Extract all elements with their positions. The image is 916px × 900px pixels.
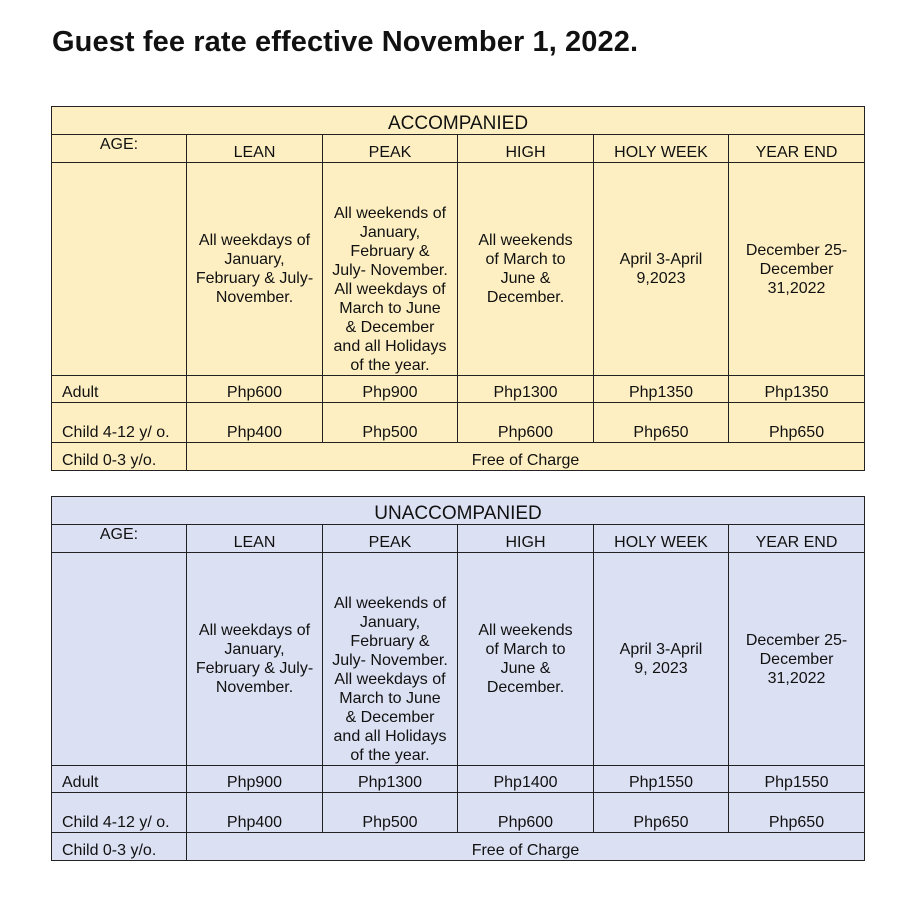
- price-cell: Php600: [187, 376, 323, 403]
- description-year-end: [729, 163, 865, 376]
- price-cell: Php400: [187, 793, 323, 833]
- age-header: AGE:: [52, 135, 187, 163]
- description-holy-week: [594, 553, 729, 766]
- price-cell: Php600: [458, 793, 594, 833]
- description-high: [458, 163, 594, 376]
- row-label-infant: Child 0-3 y/o.: [52, 443, 187, 471]
- description-text: All weekends of January, February & July- November. All weekdays of March to June & December and all Holidays of the year.: [332, 595, 448, 764]
- column-header-peak: PEAK: [323, 135, 458, 163]
- description-text: December 25- December 31,2022: [745, 631, 848, 687]
- column-header-holy-week: HOLY WEEK: [594, 135, 729, 163]
- description-text: April 3-April 9, 2023: [619, 641, 703, 677]
- table-banner: UNACCOMPANIED: [52, 497, 865, 525]
- description-empty: [52, 553, 187, 766]
- price-cell: Php600: [458, 403, 594, 443]
- price-cell: Php1350: [729, 376, 865, 403]
- price-cell: Php900: [187, 766, 323, 793]
- price-cell: Php1550: [594, 766, 729, 793]
- unaccompanied-fee-table: [51, 496, 865, 861]
- column-header-year-end: YEAR END: [729, 135, 865, 163]
- row-label-infant: Child 0-3 y/o.: [52, 833, 187, 861]
- price-cell: Php650: [594, 403, 729, 443]
- page-title: Guest fee rate effective November 1, 2022.: [52, 26, 639, 58]
- column-header-high: HIGH: [458, 525, 594, 553]
- price-cell: Php1300: [323, 766, 458, 793]
- row-label-child: Child 4-12 y/ o.: [52, 403, 187, 443]
- description-text: All weekends of January, February & July- November. All weekdays of March to June & December and all Holidays of the year.: [332, 205, 448, 374]
- price-cell: Php500: [323, 403, 458, 443]
- price-cell: Php400: [187, 403, 323, 443]
- description-year-end: [729, 553, 865, 766]
- description-lean: [187, 553, 323, 766]
- row-label-adult: Adult: [52, 766, 187, 793]
- description-peak: [323, 553, 458, 766]
- price-cell: Php1300: [458, 376, 594, 403]
- price-cell: Php1550: [729, 766, 865, 793]
- price-cell: Php650: [729, 793, 865, 833]
- description-holy-week: [594, 163, 729, 376]
- price-cell: Php1350: [594, 376, 729, 403]
- description-text: All weekdays of January, February & July- November.: [195, 232, 314, 306]
- price-cell: Php900: [323, 376, 458, 403]
- column-header-holy-week: HOLY WEEK: [594, 525, 729, 553]
- description-lean: [187, 163, 323, 376]
- price-cell: Php500: [323, 793, 458, 833]
- description-text: All weekends of March to June & December.: [478, 232, 573, 306]
- free-of-charge-cell: Free of Charge: [187, 833, 865, 861]
- description-text: December 25- December 31,2022: [745, 241, 848, 297]
- price-cell: Php650: [729, 403, 865, 443]
- table-banner: ACCOMPANIED: [52, 107, 865, 135]
- age-header: AGE:: [52, 525, 187, 553]
- description-text: All weekdays of January, February & July- November.: [195, 622, 314, 696]
- column-header-lean: LEAN: [187, 135, 323, 163]
- price-cell: Php1400: [458, 766, 594, 793]
- free-of-charge-cell: Free of Charge: [187, 443, 865, 471]
- column-header-lean: LEAN: [187, 525, 323, 553]
- row-label-child: Child 4-12 y/ o.: [52, 793, 187, 833]
- column-header-high: HIGH: [458, 135, 594, 163]
- description-empty: [52, 163, 187, 376]
- price-cell: Php650: [594, 793, 729, 833]
- description-high: [458, 553, 594, 766]
- column-header-year-end: YEAR END: [729, 525, 865, 553]
- description-peak: [323, 163, 458, 376]
- description-text: All weekends of March to June & December.: [478, 622, 573, 696]
- description-text: April 3-April 9,2023: [619, 251, 703, 287]
- row-label-adult: Adult: [52, 376, 187, 403]
- accompanied-fee-table: [51, 106, 865, 471]
- column-header-peak: PEAK: [323, 525, 458, 553]
